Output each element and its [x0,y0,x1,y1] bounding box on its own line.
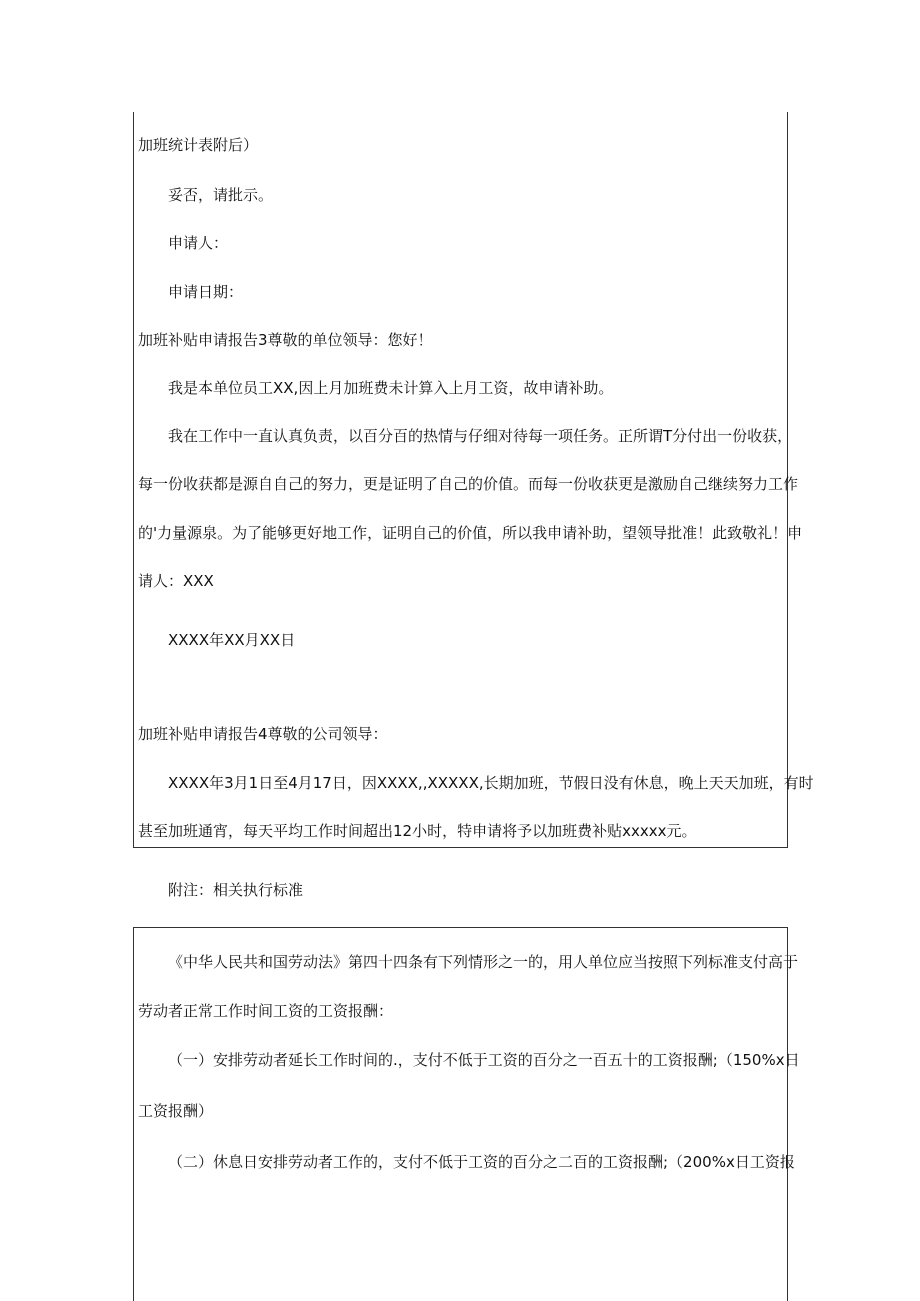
report3-para2-line1: 我在工作中一直认真负责，以百分百的热情与仔细对待每一项任务。正所谓T分付出一份收获， [168,427,793,445]
report3-para1: 我是本单位员工XX,因上月加班费未计算入上月工资，故申请补助。 [168,379,614,397]
law-intro-line2: 劳动者正常工作时间工资的工资报酬： [138,1002,394,1020]
text-line-applicant: 申请人： [168,234,229,252]
law-intro-line1: 《中华人民共和国劳动法》第四十四条有下列情形之一的，用人单位应当按照下列标准支付高于 [168,953,799,971]
text-line-apply-date: 申请日期： [168,283,244,301]
text-line-attachment: 加班统计表附后） [138,136,259,154]
report3-para2-line2: 每一份收获都是源自自己的努力，更是证明了自己的价值。而每一份收获更是激励自己继续努力工作 [138,475,799,493]
law-item1-line2: 工资报酬） [138,1102,214,1120]
content-frame-bottom [133,927,800,1301]
report3-date: XXXX年XX月XX日 [168,631,296,649]
report4-para-line2: 甚至加班通宵，每天平均工作时间超出12小时，特申请将予以加班费补贴xxxxx元。 [138,822,697,840]
law-item1-line1: （一）安排劳动者延长工作时间的.，支付不低于工资的百分之一百五十的工资报酬;（150%x日 [168,1051,800,1069]
report3-para2-line4: 请人：XXX [138,572,214,590]
report4-heading: 加班补贴申请报告4尊敬的公司领导： [138,725,388,743]
report3-heading: 加班补贴申请报告3尊敬的单位领导：您好！ [138,331,433,349]
law-item2-line1: （二）休息日安排劳动者工作的，支付不低于工资的百分之二百的工资报酬;（200%x日工资报 [168,1153,795,1171]
report4-para-line1: XXXX年3月1日至4月17日，因XXXX,,XXXXX,长期加班，节假日没有休息，晚上天天加班，有时 [168,774,814,792]
report3-para2-line3: 的'力量源泉。为了能够更好地工作，证明自己的价值，所以我申请补助，望领导批准！此致敬礼！申 [138,524,803,542]
appendix-note: 附注：相关执行标准 [168,881,304,899]
text-line-approval: 妥否，请批示。 [168,186,274,204]
